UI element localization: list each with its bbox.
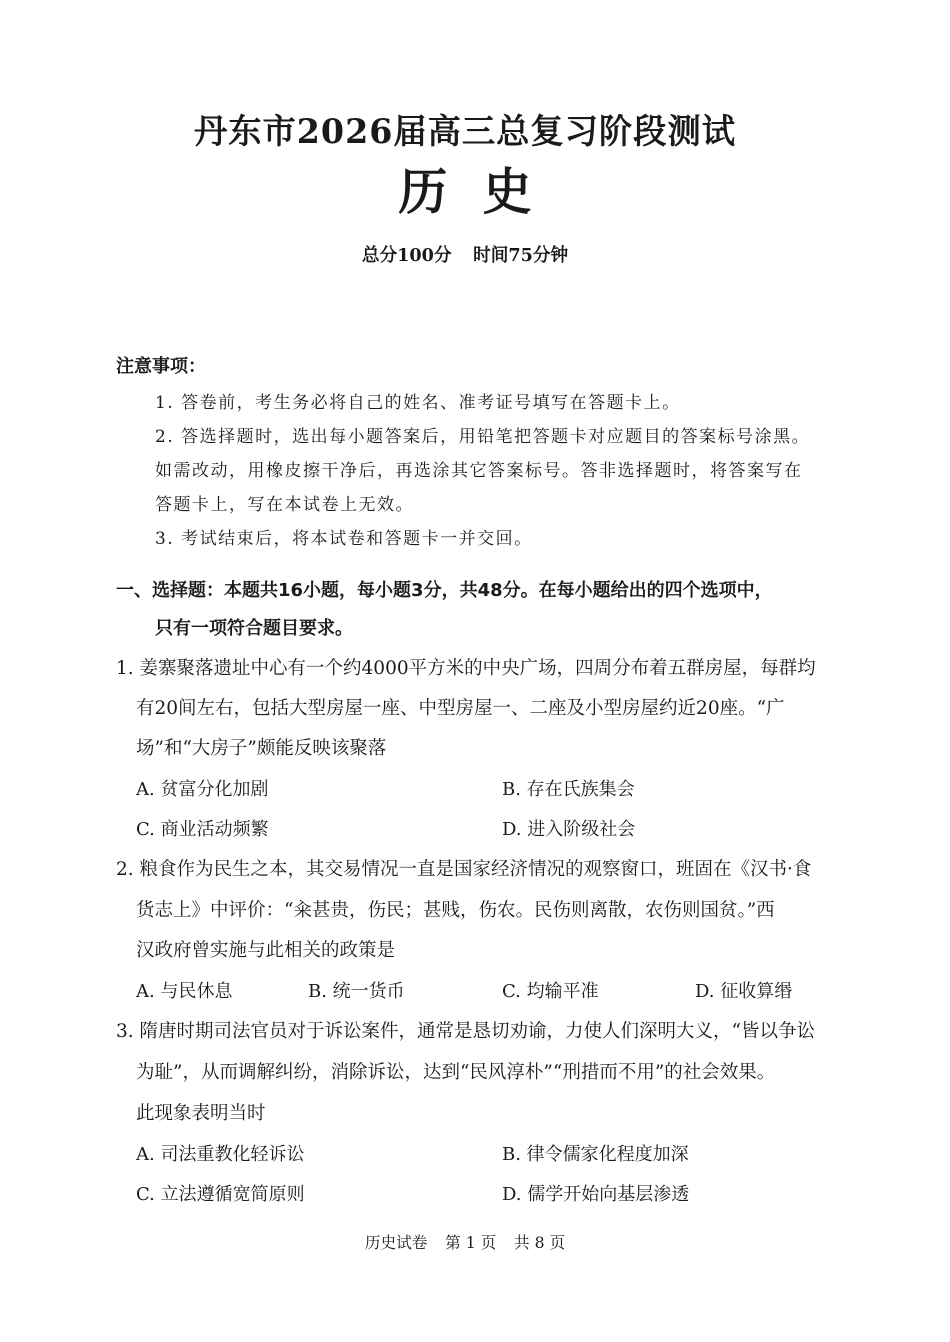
question-3-text: 为耻”，从而调解纠纷，消除诉讼，达到“民风淳朴”“刑措而不用”的社会效果。	[136, 1062, 776, 1083]
subject-title: 历史	[398, 162, 567, 221]
notice-line: 2. 答选择题时，选出每小题答案后，用铅笔把答题卡对应题目的答案标号涂黑。	[155, 427, 811, 447]
notice-line: 1. 答卷前，考生务必将自己的姓名、准考证号填写在答题卡上。	[155, 393, 681, 413]
total-score: 总分100分	[361, 245, 452, 266]
notice-line: 答题卡上，写在本试卷上无效。	[155, 495, 414, 515]
question-3-text: 3. 隋唐时期司法官员对于诉讼案件，通常是恳切劝谕，力使人们深明大义，“皆以争讼	[116, 1021, 815, 1042]
question-2-option-b: B. 统一货币	[308, 981, 405, 1002]
exam-info	[0, 241, 930, 267]
section-heading: 一、选择题：本题共16小题，每小题3分，共48分。在每小题给出的四个选项中，	[116, 580, 773, 601]
footer-paper-name: 历史试卷	[364, 1233, 428, 1252]
notice-line: 3. 考试结束后，将本试卷和答题卡一并交回。	[155, 529, 533, 549]
question-1-option-a: A. 贫富分化加剧	[136, 779, 269, 800]
question-1-text: 场”和“大房子”颇能反映该聚落	[136, 738, 387, 759]
question-2-text: 2. 粮食作为民生之本，其交易情况一直是国家经济情况的观察窗口，班固在《汉书·食	[116, 859, 812, 880]
footer-page-number: 第 1 页	[445, 1233, 497, 1252]
footer-total-pages: 共 8 页	[513, 1233, 566, 1252]
question-2-option-a: A. 与民休息	[136, 981, 233, 1002]
section-heading-cont: 只有一项符合题目要求。	[155, 618, 353, 639]
notice-line: 如需改动，用橡皮擦干净后，再选涂其它答案标号。答非选择题时，将答案写在	[155, 461, 803, 481]
question-2-text: 货志上》中评价：“籴甚贵，伤民；甚贱，伤农。民伤则离散，农伤则国贫。”西	[136, 900, 775, 921]
question-1-text: 1. 姜寨聚落遗址中心有一个约4000平方米的中央广场，四周分布着五群房屋，每群均	[116, 658, 816, 679]
question-3-option-c: C. 立法遵循宽简原则	[136, 1184, 305, 1205]
question-1-option-b: B. 存在氏族集会	[502, 779, 635, 800]
page-footer	[0, 1230, 930, 1253]
notice-heading: 注意事项：	[116, 356, 206, 377]
question-2-option-d: D. 征收算缗	[695, 981, 793, 1002]
time-limit: 时间75分钟	[473, 245, 569, 266]
exam-title: 丹东市2026届高三总复习阶段测试	[193, 112, 736, 152]
question-1-option-c: C. 商业活动频繁	[136, 819, 269, 840]
question-2-option-c: C. 均输平准	[502, 981, 599, 1002]
question-3-text: 此现象表明当时	[136, 1103, 266, 1124]
question-3-option-d: D. 儒学开始向基层渗透	[502, 1184, 690, 1205]
question-2-text: 汉政府曾实施与此相关的政策是	[136, 940, 396, 961]
question-3-option-a: A. 司法重教化轻诉讼	[136, 1144, 305, 1165]
question-3-option-b: B. 律令儒家化程度加深	[502, 1144, 689, 1165]
question-1-text: 有20间左右，包括大型房屋一座、中型房屋一、二座及小型房屋约近20座。“广	[136, 698, 785, 719]
question-1-option-d: D. 进入阶级社会	[502, 819, 636, 840]
